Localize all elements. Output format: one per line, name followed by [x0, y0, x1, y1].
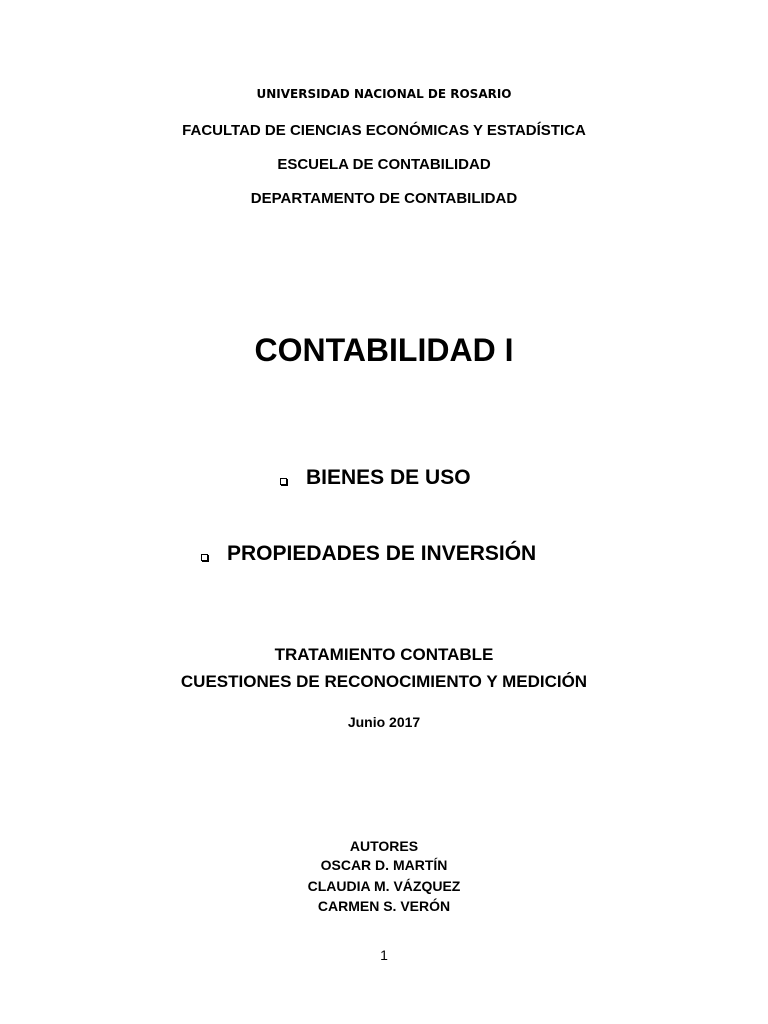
square-bullet-icon	[201, 554, 208, 561]
university-name: UNIVERSIDAD NACIONAL DE ROSARIO	[256, 87, 512, 101]
topic-item	[201, 542, 536, 566]
page-number: 1	[380, 947, 388, 963]
topic-label: PROPIEDADES DE INVERSIÓN	[227, 542, 537, 565]
square-bullet-icon	[280, 478, 287, 485]
publication-date: Junio 2017	[347, 714, 421, 730]
document-title: CONTABILIDAD I	[254, 332, 514, 368]
department-name: DEPARTAMENTO DE CONTABILIDAD	[250, 190, 518, 207]
topic-item	[280, 466, 471, 490]
author-name: CARMEN S. VERÓN	[317, 898, 451, 914]
author-name: OSCAR D. MARTÍN	[320, 857, 448, 873]
subtitle-line-1: TRATAMIENTO CONTABLE	[274, 645, 494, 664]
authors-heading: AUTORES	[349, 838, 419, 854]
subtitle-line-2: CUESTIONES DE RECONOCIMIENTO Y MEDICIÓN	[180, 672, 588, 691]
faculty-name: FACULTAD DE CIENCIAS ECONÓMICAS Y ESTADÍSTICA	[182, 122, 586, 139]
author-name: CLAUDIA M. VÁZQUEZ	[307, 878, 461, 894]
school-name: ESCUELA DE CONTABILIDAD	[277, 156, 491, 173]
topic-label: BIENES DE USO	[306, 466, 471, 489]
